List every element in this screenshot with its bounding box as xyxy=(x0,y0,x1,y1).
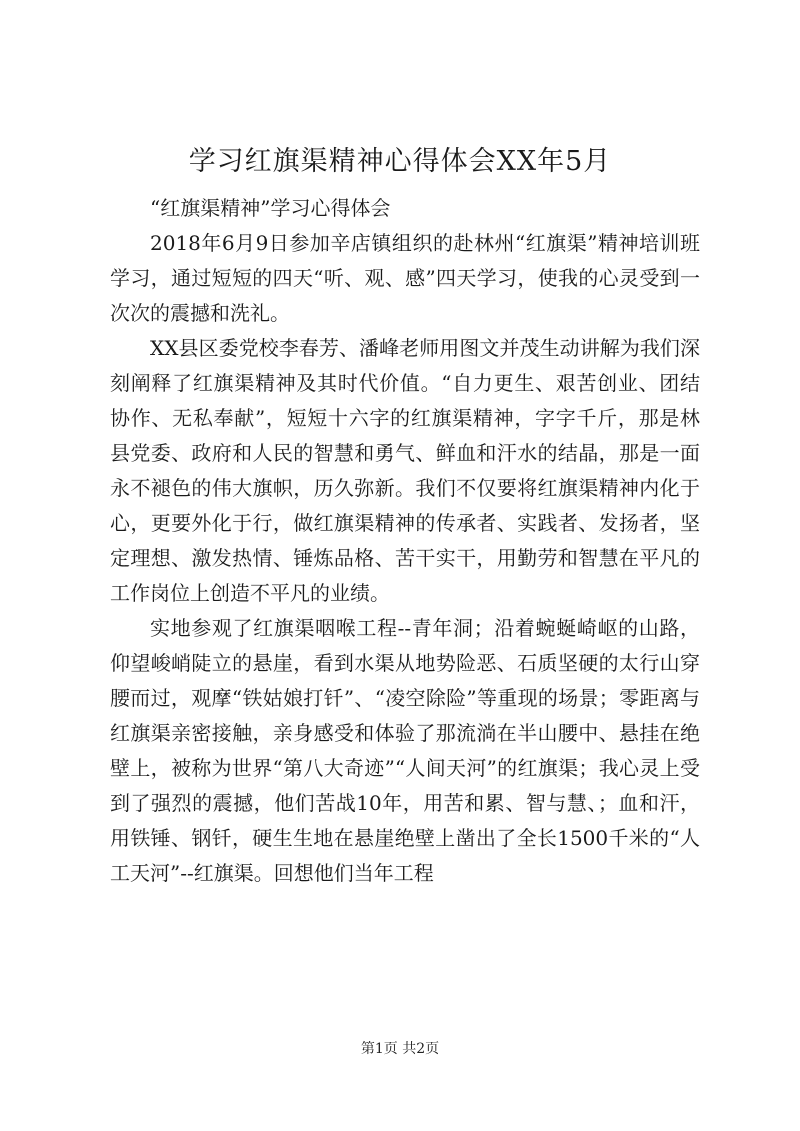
document-subtitle: “红旗渠精神”学习心得体会 xyxy=(150,196,391,220)
document-title: 学习红旗渠精神心得体会XX年5月 xyxy=(188,146,612,177)
paragraph-3: 实地参观了红旗渠咽喉工程--青年洞；沿着蜿蜒崎岖的山路，仰望峻峭陡立的悬崖，看到水渠从地势险恶、石质坚硬的太行山穿腰而过，观摩“铁姑娘打钎”、“凌空除险”等重现的场景；零距离与红旗渠亲密接触，亲身感受和体验了那流淌在半山腰中、悬挂在绝壁上，被称为世界“第八大奇迹”“人间天河”的红旗渠；我心灵上受到了强烈的震撼，他们苦战10年，用苦和累、智与慧、；血和汗，用铁锤、钢钎，硬生生地在悬崖绝壁上凿出了全长1500千米的“人工天河”--红旗渠。回想他们当年工程 xyxy=(110,616,700,885)
page-footer: 第1页 共2页 xyxy=(360,1041,440,1057)
paragraph-2: XX县区委党校李春芳、潘峰老师用图文并茂生动讲解为我们深刻阐释了红旗渠精神及其时代价值。“自力更生、艰苦创业、团结协作、无私奉献”，短短十六字的红旗渠精神，字字千斤，那是林县党委、政府和人民的智慧和勇气、鲜血和汗水的结晶，那是一面永不褪色的伟大旗帜，历久弥新。我们不仅要将红旗渠精神内化于心，更要外化于行，做红旗渠精神的传承者、实践者、发扬者，坚定理想、激发热情、锤炼品格、苦干实干，用勤劳和智慧在平凡的工作岗位上创造不平凡的业绩。 xyxy=(110,336,700,605)
document-body xyxy=(110,191,700,891)
paragraph-1: 2018年6月9日参加辛店镇组织的赴林州“红旗渠”精神培训班学习，通过短短的四天“听、观、感”四天学习，使我的心灵受到一次次的震撼和洗礼。 xyxy=(110,231,700,325)
